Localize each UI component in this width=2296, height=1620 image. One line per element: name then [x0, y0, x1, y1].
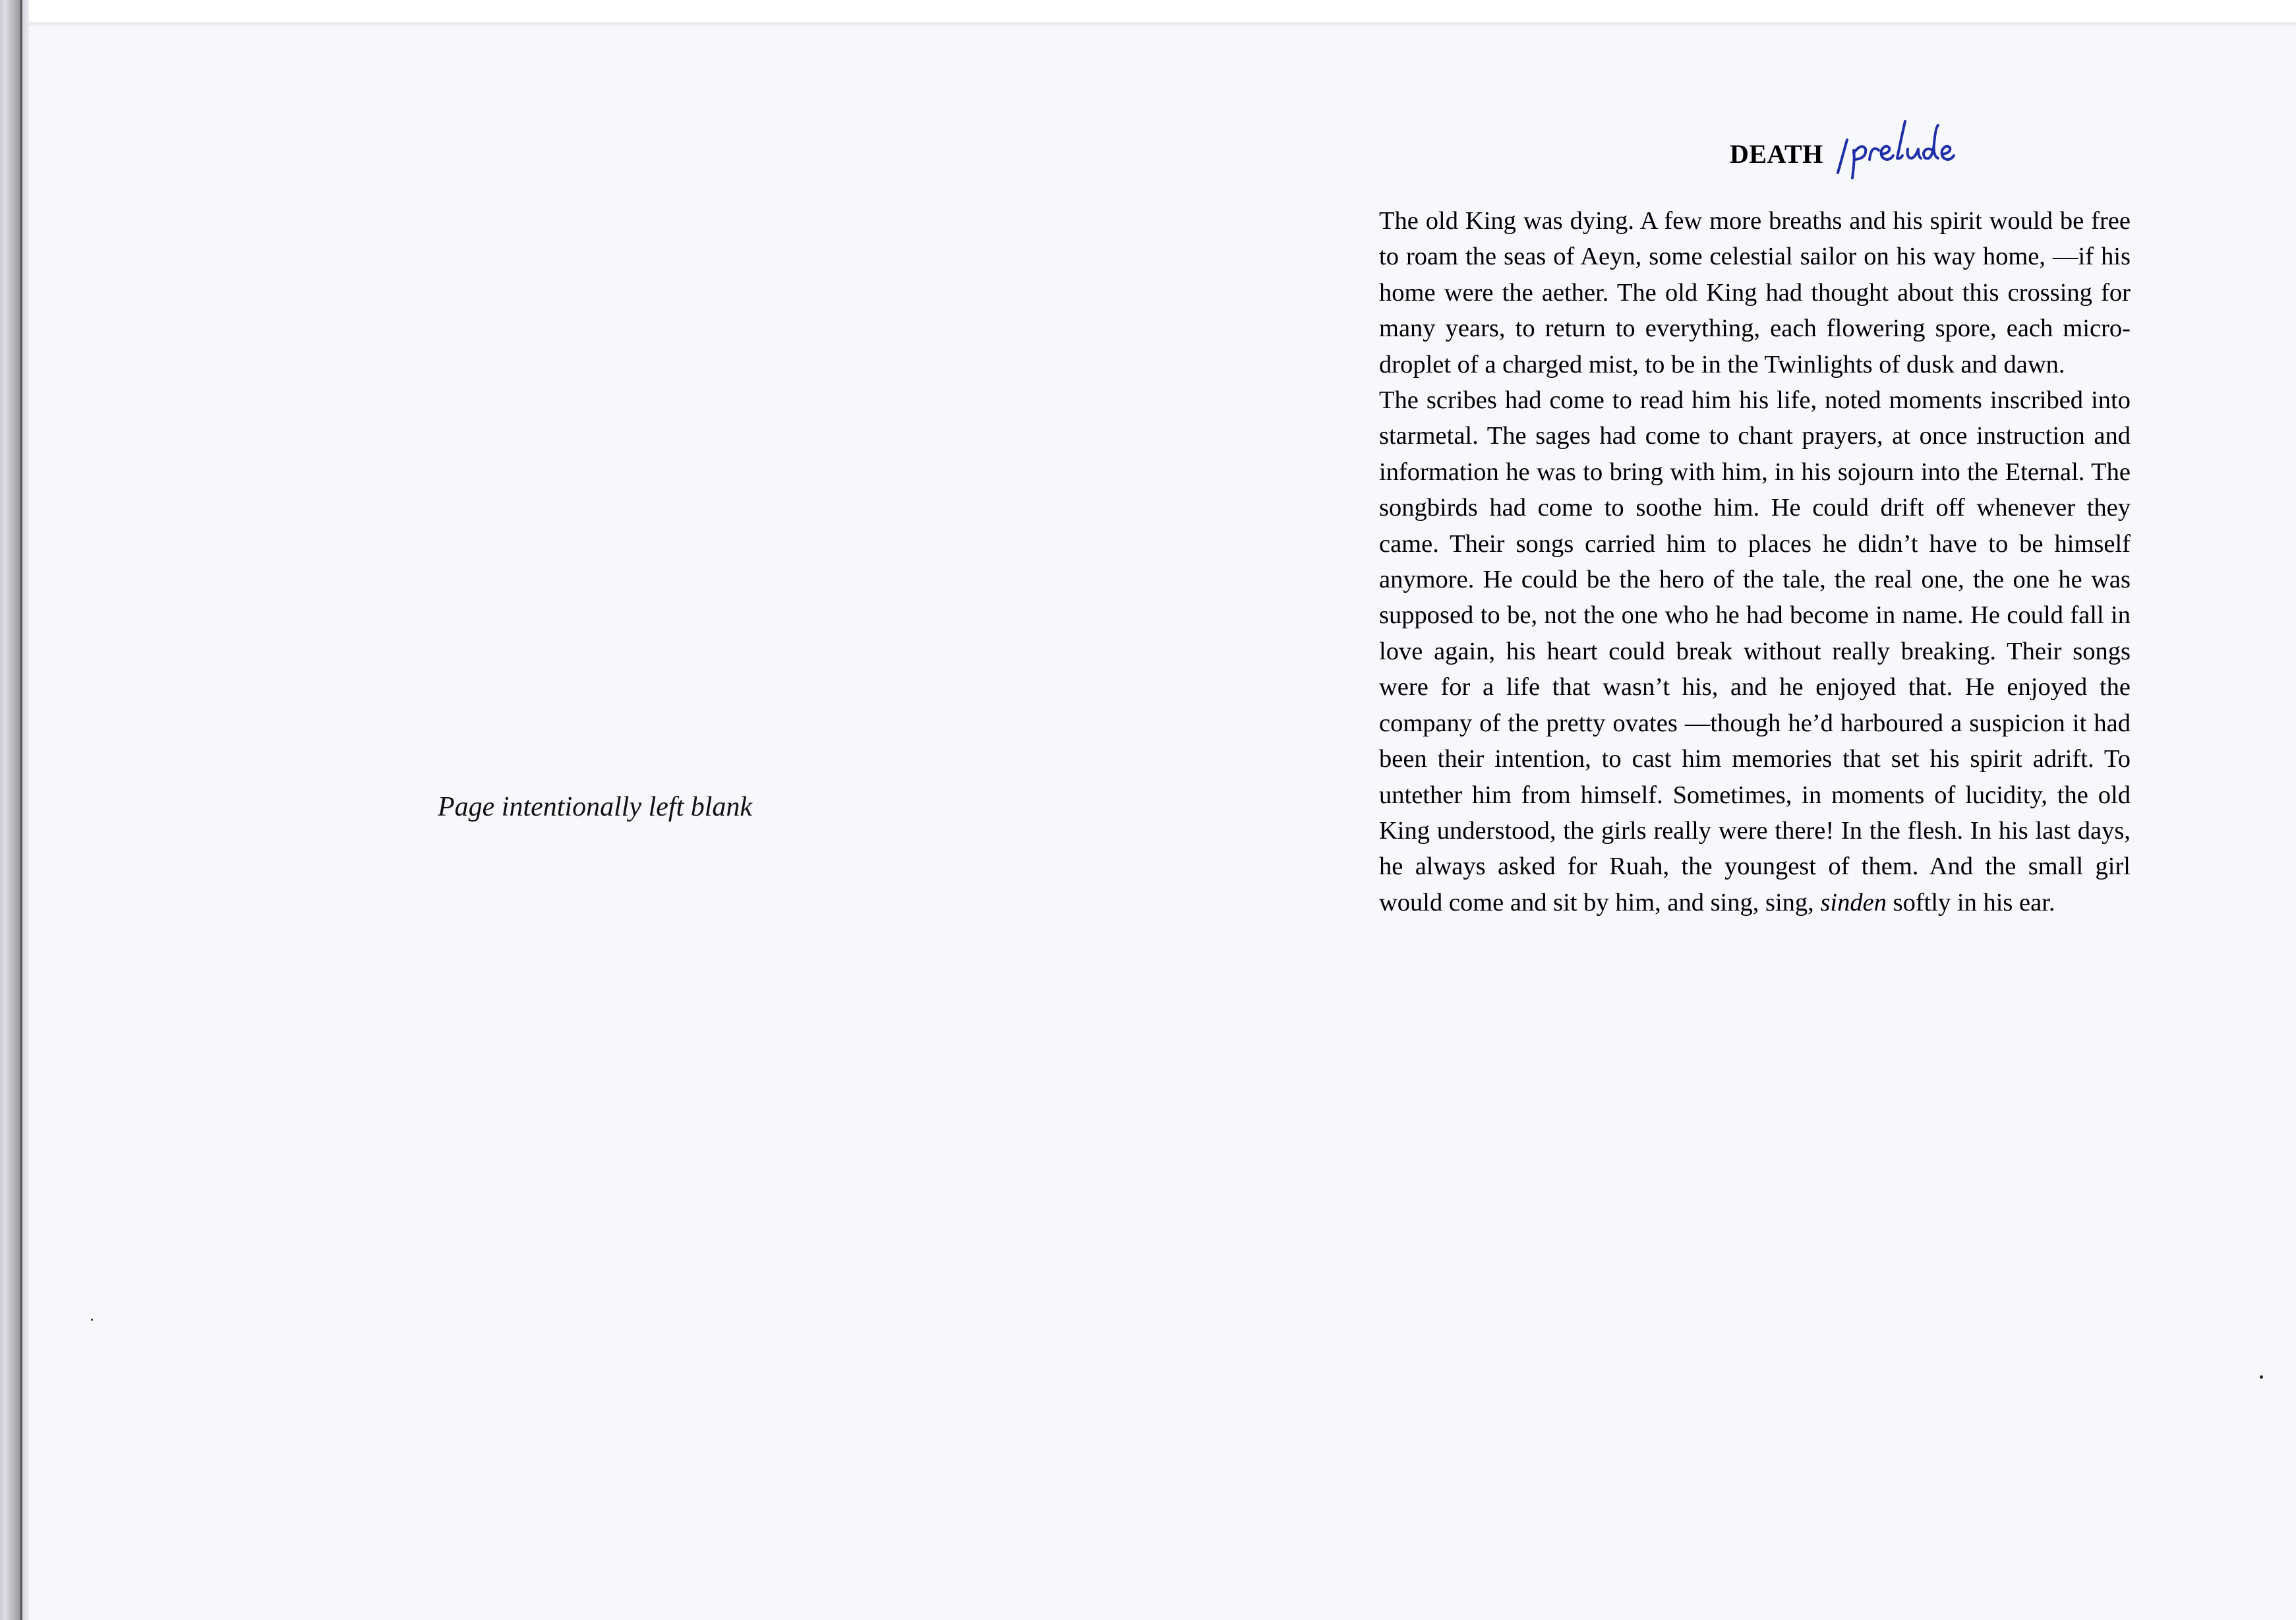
- blank-page-notice: Page intentionally left blank: [438, 792, 753, 822]
- chapter-body-text: [1379, 203, 2131, 920]
- dust-speck: [91, 1319, 93, 1321]
- chapter-title: DEATH: [1730, 139, 1823, 169]
- dust-speck: [2260, 1375, 2263, 1379]
- emphasized-word: sinden: [1820, 888, 1887, 916]
- paragraph: The old King was dying. A few more breaths and his spirit would be free to roam the seas of Aeyn, some celestial sailor on his way home, —if his home were the aether. The old King had thought about this crossing for many years, to return to everything, each flowering spore, each micro-droplet of a charged mist, to be in the Twinlights of dusk and dawn.: [1379, 207, 2131, 378]
- paragraph-text-end: softly in his ear.: [1886, 888, 2055, 916]
- page-top-edge: [29, 0, 2296, 26]
- right-page: [1268, 26, 2296, 1620]
- handwritten-prelude-annotation: [1830, 112, 1962, 185]
- chapter-heading: [1730, 112, 2059, 185]
- book-binding-edge: [0, 0, 29, 1620]
- paragraph: [1379, 382, 2131, 920]
- left-page: [29, 26, 1268, 1620]
- paragraph-text: The scribes had come to read him his life, noted moments inscribed into starmetal. The sages had come to chant prayers, at once instruction and information he was to bring with him, in his sojourn into the Eternal. The songbirds had come to soothe him. He could drift off whenever they came. Their songs carried him to places he didn’t have to be himself anymore. He could be the hero of the tale, the real one, the one he was supposed to be, not the one who he had become in name. He could fall in love again, his heart could break without really breaking. Their songs were for a life that wasn’t his, and he enjoyed that. He enjoyed the company of the pretty ovates —though he’d harboured a suspicion it had been their intention, to cast him memories that set his spirit adrift. To untether him from himself. Sometimes, in moments of lucidity, the old King understood, the girls really were there! In the flesh. In his last days, he always asked for Ruah, the youngest of them. And the small girl would come and sit by him, and sing, sing,: [1379, 386, 2131, 916]
